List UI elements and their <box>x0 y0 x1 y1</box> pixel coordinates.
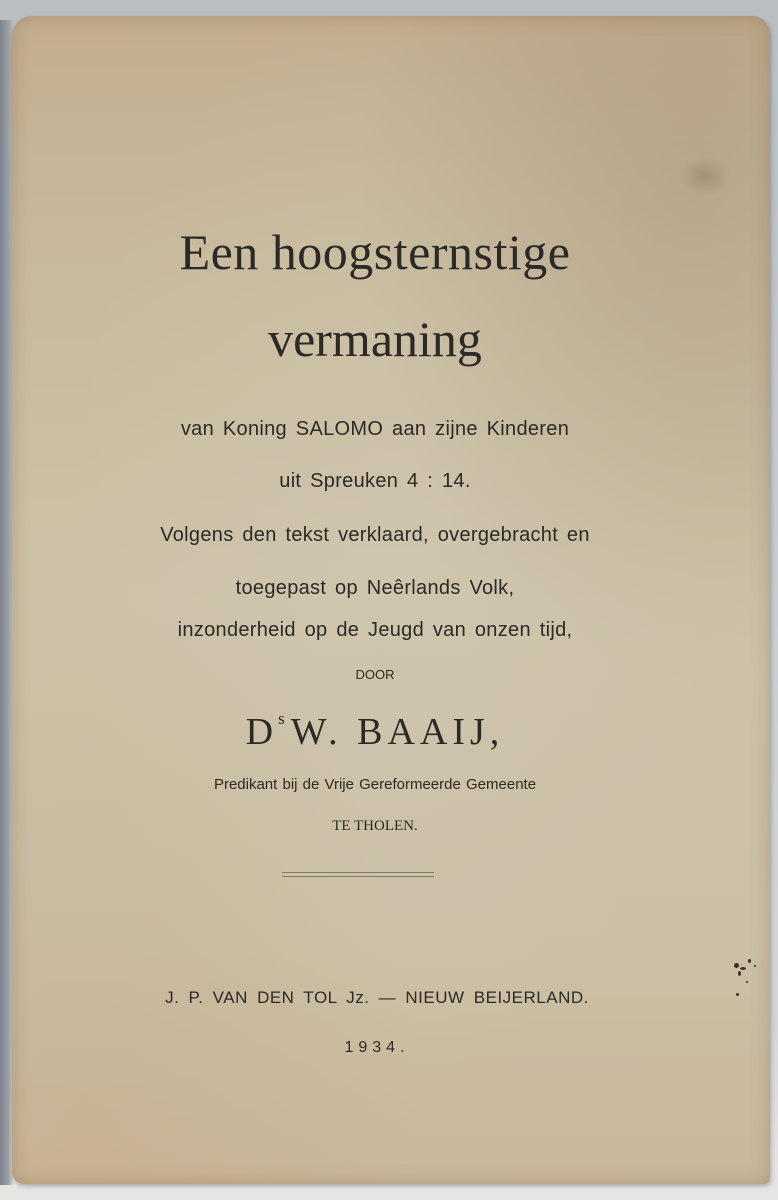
speck <box>734 963 739 968</box>
speck <box>746 981 748 983</box>
speck <box>748 959 751 963</box>
speck <box>754 965 756 967</box>
title-line-2: vermaning <box>268 311 482 367</box>
paper-stain <box>680 156 730 196</box>
subtitle-line-5: inzonderheid op de Jeugd van onzen tijd, <box>177 619 573 641</box>
book-cover <box>12 16 770 1184</box>
subtitle-line-1: van Koning SALOMO aan zijne Kinderen <box>180 418 570 440</box>
author-place: TE THOLEN. <box>332 818 418 834</box>
subtitle-line-3: Volgens den tekst verklaard, overgebracht en <box>160 524 590 546</box>
author-name <box>0 709 754 754</box>
author-prefix-superscript: s <box>278 709 285 728</box>
author-position: Predikant bij de Vrije Gereformeerde Gemeente <box>213 776 537 793</box>
publisher: J. P. VAN DEN TOL Jz. — NIEUW BEIJERLAND. <box>165 988 589 1007</box>
speck <box>740 967 746 970</box>
publication-year: 1934. <box>344 1039 410 1056</box>
by-label: DOOR <box>355 667 395 682</box>
author-name-text: W. BAAIJ, <box>290 711 505 753</box>
subtitle-line-4: toegepast op Neêrlands Volk, <box>235 577 515 599</box>
title-line-1: Een hoogsternstige <box>179 224 571 280</box>
author-prefix: D <box>245 711 279 753</box>
speck <box>738 971 741 976</box>
subtitle-line-2: uit Spreuken 4 : 14. <box>279 470 471 492</box>
divider-rule <box>282 872 434 877</box>
